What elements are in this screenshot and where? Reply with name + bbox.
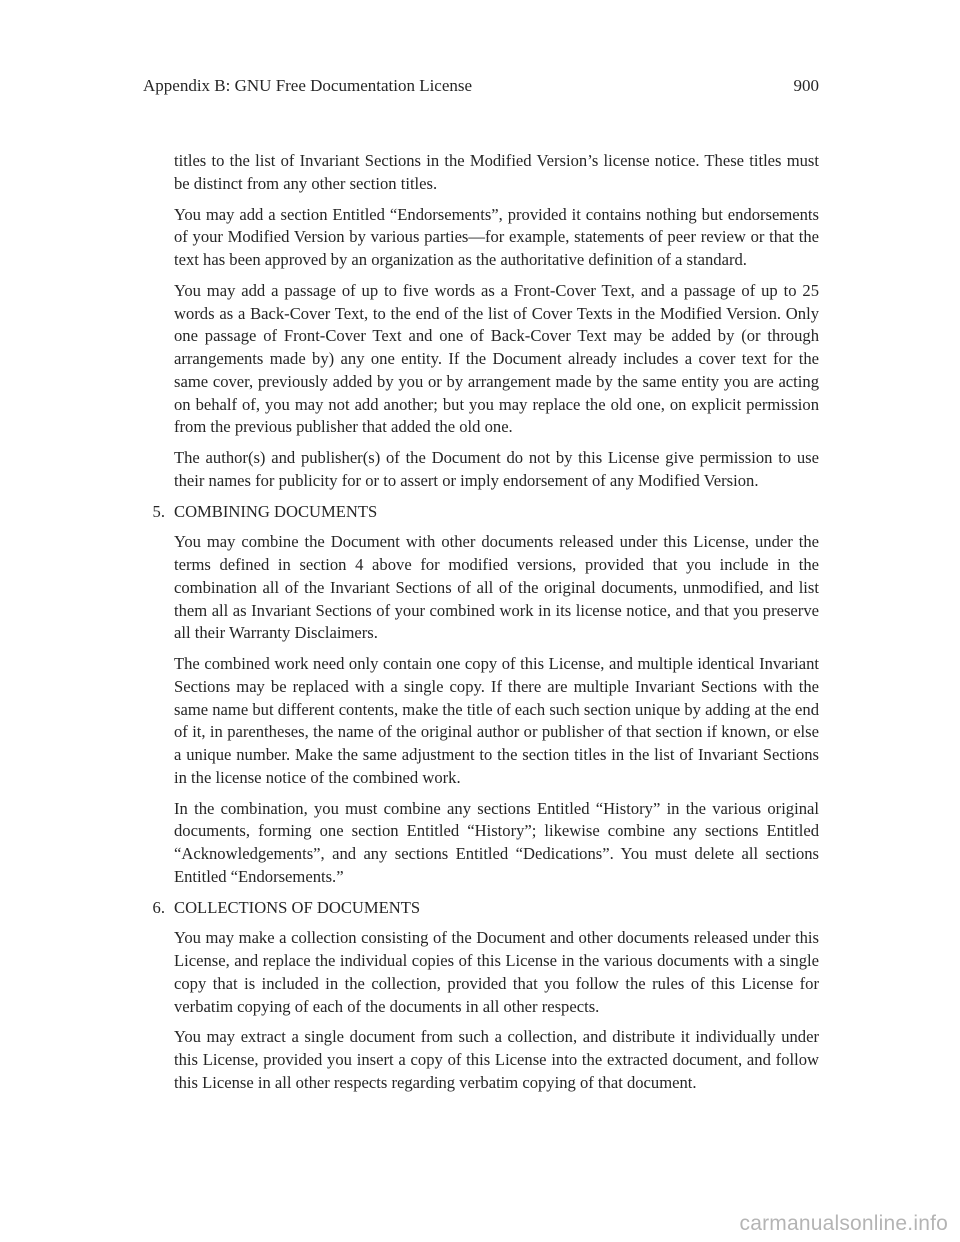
paragraph: In the combination, you must combine any sections Entitled “History” in the various original documents, forming one section Entitled “History”; likewise combine any sections Entitled “Acknowledgements”, and any sections Entitled “Dedications”. You must delete all sections Entitled “Endorsements.”: [174, 798, 819, 886]
section-title: COLLECTIONS OF DOCUMENTS: [174, 897, 421, 917]
paragraph: You may combine the Document with other documents released under this License, under the terms defined in section 4 above for modified versions, provided that you include in the combination all of the Invariant Sections of all of the original documents, unmodified, and list them all as Invariant Sections of your combined work in its license notice, and that you preserve all their Warranty Disclaimers.: [174, 532, 819, 643]
section-title: COMBINING DOCUMENTS: [174, 501, 378, 521]
paragraph: You may make a collection consisting of the Document and other documents released under this License, and replace the individual copies of this License in the various documents with a single copy that is included in the collection, provided that you follow the rules of this License for verbatim copying of each of the documents in all other respects.: [174, 928, 819, 1016]
paragraph: The combined work need only contain one copy of this License, and multiple identical Invariant Sections may be replaced with a single copy. If there are multiple Invariant Sections with the same name but different contents, make the title of each such section unique by adding at the end of it, in parentheses, the name of the original author or publisher of that section if known, or else a unique number. Make the same adjustment to the section titles in the list of Invariant Sections in the license notice of the combined work.: [174, 654, 819, 787]
running-title: Appendix B: GNU Free Documentation License: [143, 76, 473, 95]
watermark: carmanualsonline.info: [739, 1212, 948, 1235]
paragraph: You may add a passage of up to five words as a Front-Cover Text, and a passage of up to 25 words as a Back-Cover Text, to the end of the list of Cover Texts in the Modified Version. Only one passage of Front-Cover Text and one of Back-Cover Text may be added by (or through arrangements made by) any one entity. If the Document already includes a cover text for the same cover, previously added by you or by arrangement made by the same entity you are acting on behalf of, you may not add another; but you may replace the old one, on explicit permission from the previous publisher that added the old one.: [174, 280, 819, 437]
section-number: 6.: [152, 897, 165, 917]
page-number: 900: [793, 76, 819, 95]
page-body: [143, 150, 819, 1103]
paragraph: The author(s) and publisher(s) of the Document do not by this License give permission to use their names for publicity for or to assert or imply endorsement of any Modified Version.: [174, 448, 819, 490]
section-heading-combining-documents: [143, 501, 819, 524]
page-header: [143, 73, 819, 99]
paragraph: titles to the list of Invariant Sections in the Modified Version’s license notice. These titles must be distinct from any other section titles.: [174, 151, 819, 193]
paragraph: You may add a section Entitled “Endorsements”, provided it contains nothing but endorsements of your Modified Version by various parties—for example, statements of peer review or that the text has been approved by an organization as the authoritative definition of a standard.: [174, 204, 819, 269]
section-number: 5.: [152, 501, 165, 521]
section-heading-collections-of-documents: [143, 897, 819, 920]
paragraph: You may extract a single document from such a collection, and distribute it individually under this License, provided you insert a copy of this License into the extracted document, and follow this License in all other respects regarding verbatim copying of that document.: [174, 1027, 819, 1092]
